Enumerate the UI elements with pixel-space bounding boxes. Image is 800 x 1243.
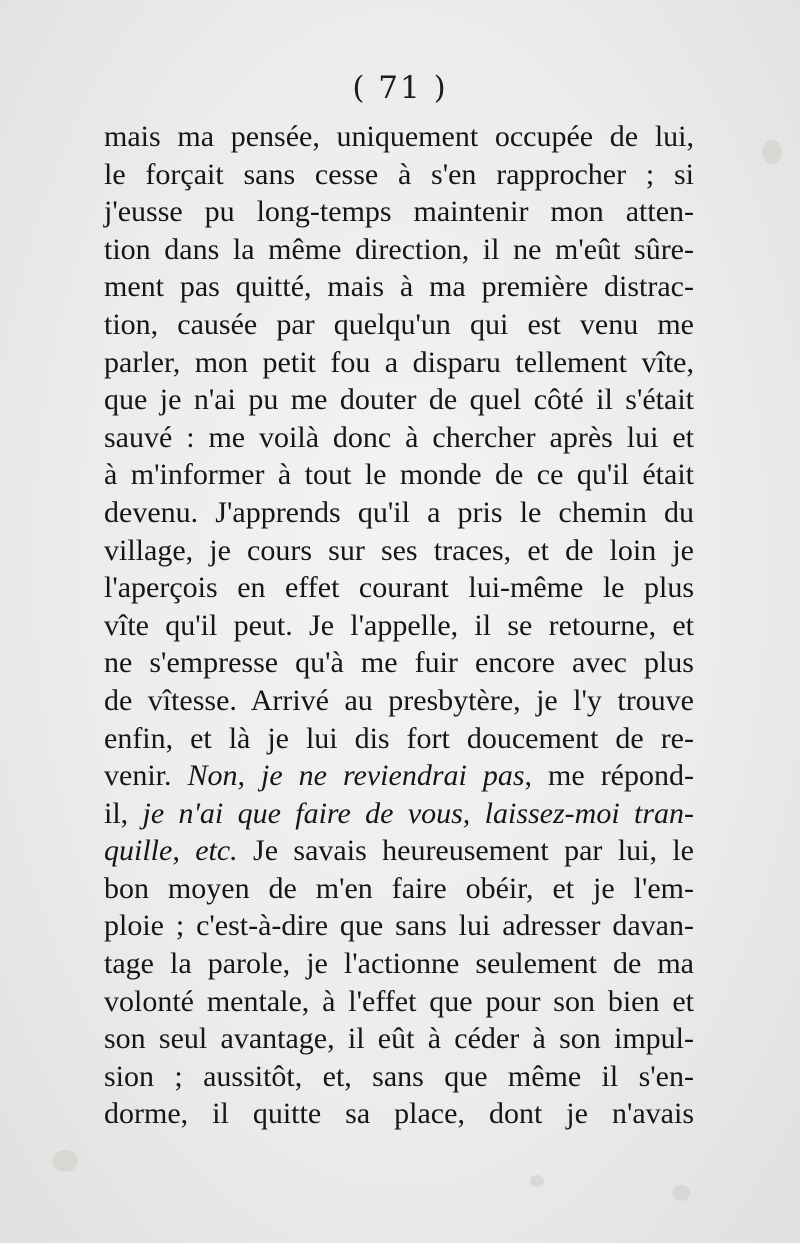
text-line bbox=[104, 569, 694, 607]
text-line bbox=[104, 193, 694, 231]
text-segment: son seul avantage, il eût à céder à son impul- bbox=[104, 1022, 694, 1056]
text-segment: vîte qu'il peut. Je l'appelle, il se retourne, et bbox=[104, 608, 694, 642]
text-line bbox=[104, 720, 694, 758]
text-line bbox=[104, 419, 694, 457]
italic-text: Non, je ne reviendrai pas bbox=[187, 759, 525, 793]
text-line bbox=[104, 607, 694, 645]
text-segment: à m'informer à tout le monde de ce qu'il était bbox=[104, 458, 694, 492]
text-line bbox=[104, 306, 694, 344]
text-line bbox=[104, 532, 694, 570]
text-segment: , me répond- bbox=[524, 759, 694, 793]
paper-speck bbox=[52, 1150, 78, 1172]
text-line bbox=[104, 682, 694, 720]
text-segment: que je n'ai pu me douter de quel côté il s'était bbox=[104, 383, 694, 417]
text-segment: ploie ; c'est-à-dire que sans lui adresser davan- bbox=[104, 909, 694, 943]
text-segment: venir. bbox=[104, 759, 188, 793]
text-line bbox=[104, 832, 694, 870]
text-segment: Je savais heureusement par lui, le bbox=[237, 834, 694, 868]
italic-text: je n'ai que faire de vous, laissez-moi tran- bbox=[142, 796, 694, 830]
text-line bbox=[104, 156, 694, 194]
text-line bbox=[104, 381, 694, 419]
paper-speck bbox=[762, 140, 782, 164]
text-segment: enfin, et là je lui dis fort doucement de re- bbox=[104, 721, 694, 755]
body-text bbox=[104, 118, 694, 1133]
text-segment: tage la parole, je l'actionne seulement de ma bbox=[104, 947, 694, 981]
text-line bbox=[104, 494, 694, 532]
text-segment: bon moyen de m'en faire obéir, et je l'em- bbox=[104, 871, 694, 905]
text-segment: ment pas quitté, mais à ma première distrac- bbox=[104, 270, 694, 304]
text-segment: sion ; aussitôt, et, sans que même il s'en- bbox=[104, 1059, 694, 1093]
text-line bbox=[104, 118, 694, 156]
text-segment: dorme, il quitte sa place, dont je n'avais bbox=[104, 1097, 694, 1131]
text-segment: le forçait sans cesse à s'en rapprocher ; si bbox=[104, 157, 694, 191]
italic-text: quille, etc. bbox=[104, 834, 238, 868]
page-number: ( 71 ) bbox=[352, 70, 448, 106]
text-line bbox=[104, 1095, 694, 1133]
text-line bbox=[104, 945, 694, 983]
text-segment: ne s'empresse qu'à me fuir encore avec plus bbox=[104, 646, 694, 680]
text-segment: village, je cours sur ses traces, et de loin je bbox=[104, 533, 694, 567]
text-segment: devenu. J'apprends qu'il a pris le chemin du bbox=[104, 495, 694, 529]
text-line bbox=[104, 344, 694, 382]
text-line bbox=[104, 1058, 694, 1096]
text-segment: tion, causée par quelqu'un qui est venu me bbox=[104, 307, 694, 341]
text-line bbox=[104, 907, 694, 945]
paper-speck bbox=[530, 1175, 544, 1187]
text-segment: parler, mon petit fou a disparu tellement vîte, bbox=[104, 345, 694, 379]
paper-speck bbox=[672, 1185, 690, 1201]
text-line bbox=[104, 983, 694, 1021]
text-segment: l'aperçois en effet courant lui-même le plus bbox=[104, 571, 694, 605]
text-line bbox=[104, 231, 694, 269]
text-segment: j'eusse pu long-temps maintenir mon atten- bbox=[104, 195, 694, 229]
text-line bbox=[104, 757, 694, 795]
text-segment: tion dans la même direction, il ne m'eût sûre- bbox=[104, 232, 694, 266]
text-line bbox=[104, 456, 694, 494]
text-line bbox=[104, 1020, 694, 1058]
text-line bbox=[104, 268, 694, 306]
text-line bbox=[104, 795, 694, 833]
text-segment: mais ma pensée, uniquement occupée de lui, bbox=[104, 120, 694, 153]
text-segment: de vîtesse. Arrivé au presbytère, je l'y trouve bbox=[104, 683, 694, 717]
text-line bbox=[104, 644, 694, 682]
text-segment: sauvé : me voilà donc à chercher après lui et bbox=[104, 420, 694, 454]
text-line bbox=[104, 870, 694, 908]
text-segment: il, bbox=[104, 796, 143, 830]
text-segment: volonté mentale, à l'effet que pour son bien et bbox=[104, 984, 694, 1018]
